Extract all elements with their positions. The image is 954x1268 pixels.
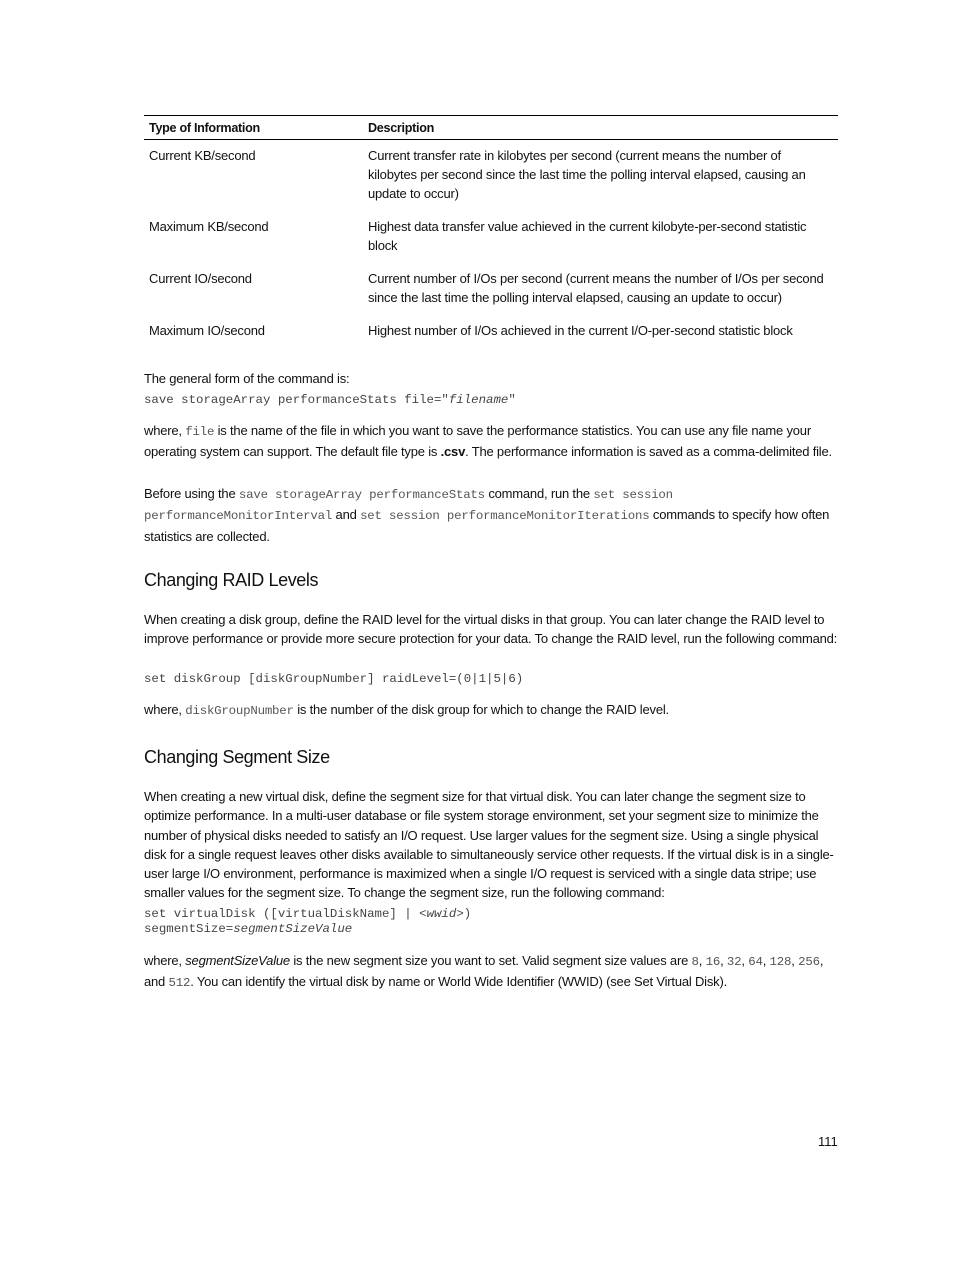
text: commands to specify how often statistics are collected. <box>144 507 830 544</box>
header-type: Type of Information <box>144 116 363 140</box>
text: and <box>332 507 361 523</box>
code-variable: filename <box>448 393 509 407</box>
row-type: Current IO/second <box>149 271 252 286</box>
table-row <box>144 316 838 345</box>
text: . The performance information is saved as a comma-delimited file. <box>465 444 832 460</box>
segment-value: 8 <box>691 955 699 969</box>
text: is the number of the disk group for which to change the RAID level. <box>293 702 669 717</box>
table-row <box>144 140 838 213</box>
row-type: Maximum KB/second <box>149 219 269 234</box>
row-type: Maximum IO/second <box>149 323 265 338</box>
code-text: " <box>508 393 516 407</box>
page-number: 111 <box>818 1134 838 1149</box>
inline-code: file <box>185 425 215 439</box>
inline-code: save storageArray performanceStats <box>238 488 485 502</box>
inline-code: set session performanceMonitorInterval <box>144 488 673 524</box>
code-text: save storageArray performanceStats file=" <box>144 393 449 407</box>
raid-heading: Changing RAID Levels <box>144 570 319 590</box>
header-description: Description <box>363 116 838 140</box>
text: , <box>720 953 727 968</box>
table-row <box>144 212 838 264</box>
row-description: Current number of I/Os per second (current means the number of I/Os per second since the last time the polling interval elapsed, causing an update to occur) <box>368 271 824 305</box>
row-description: Highest data transfer value achieved in the current kilobyte-per-second statistic block <box>368 219 807 253</box>
segment-code <box>144 907 471 937</box>
general-form-code <box>144 393 516 408</box>
row-description: Highest number of I/Os achieved in the current I/O-per-second statistic block <box>368 323 793 338</box>
table-header-row <box>144 116 838 140</box>
text: Before using the <box>144 486 239 501</box>
information-table <box>144 115 838 345</box>
text: , and <box>144 953 824 990</box>
segment-value: 16 <box>705 955 721 969</box>
segment-value: 512 <box>168 976 191 991</box>
code-text: >) <box>456 907 472 921</box>
file-extension: .csv <box>440 444 466 460</box>
text: where, <box>144 953 186 968</box>
variable-name: segmentSizeValue <box>185 953 290 968</box>
text: , <box>698 953 706 968</box>
text: is the name of the file in which you want to save the performance statistics. You can use any file name your operating system can support. The default file type is <box>144 423 811 460</box>
segment-where-paragraph <box>144 951 838 994</box>
code-text: segmentSize= <box>144 922 234 936</box>
inline-code: diskGroupNumber <box>185 704 294 718</box>
code-variable: wwid <box>426 907 457 921</box>
general-form-intro: The general form of the command is: <box>144 371 350 386</box>
text: command, run the <box>484 486 594 501</box>
code-text: set virtualDisk ([virtualDiskName] | < <box>144 907 427 921</box>
segment-value: 128 <box>769 955 792 969</box>
raid-where-paragraph <box>144 700 838 721</box>
text: where, <box>144 702 186 717</box>
code-variable: segmentSizeValue <box>233 922 353 936</box>
where-file-paragraph <box>144 421 838 462</box>
segment-paragraph: When creating a new virtual disk, define the segment size for that virtual disk. You can later change the segment size to optimize performance. In a multi-user database or file system storage environment, set your segment size to minimize the number of physical disks needed to satisfy an I/O request. Use larger values for the segment size. Using a single physical disk for a single request leaves other disks available to simultaneously service other requests. If the virtual disk is in a single-user large I/O environment, performance is maximized when a single I/O request is serviced with a single data stripe; use smaller values for the segment size. To change the segment size, run the following command: <box>144 789 834 901</box>
text: , <box>762 953 770 968</box>
inline-code: set session performanceMonitorIterations <box>360 509 650 524</box>
segment-value: 32 <box>726 955 742 969</box>
table-row <box>144 264 838 316</box>
raid-paragraph: When creating a disk group, define the RAID level for the virtual disks in that group. You can later change the RAID level to improve performance or provide more secure protection for your data. To change the RAID level, run the following command: <box>144 612 838 647</box>
text: , <box>741 953 749 968</box>
segment-value: 64 <box>748 955 763 969</box>
segment-value: 256 <box>798 955 820 969</box>
text: , <box>791 953 799 968</box>
text: where, <box>144 423 186 438</box>
row-type: Current KB/second <box>149 148 256 163</box>
raid-code: set diskGroup [diskGroupNumber] raidLevel=(0|1|5|6) <box>144 672 524 686</box>
segment-heading: Changing Segment Size <box>144 747 330 767</box>
row-description: Current transfer rate in kilobytes per second (current means the number of kilobytes per second since the last time the polling interval elapsed, causing an update to occur) <box>368 148 806 201</box>
text: is the new segment size you want to set. Valid segment size values are <box>289 953 692 968</box>
text: . You can identify the virtual disk by name or World Wide Identifier (WWID) (see Set Virtual Disk). <box>190 974 727 990</box>
before-using-paragraph <box>144 484 838 546</box>
